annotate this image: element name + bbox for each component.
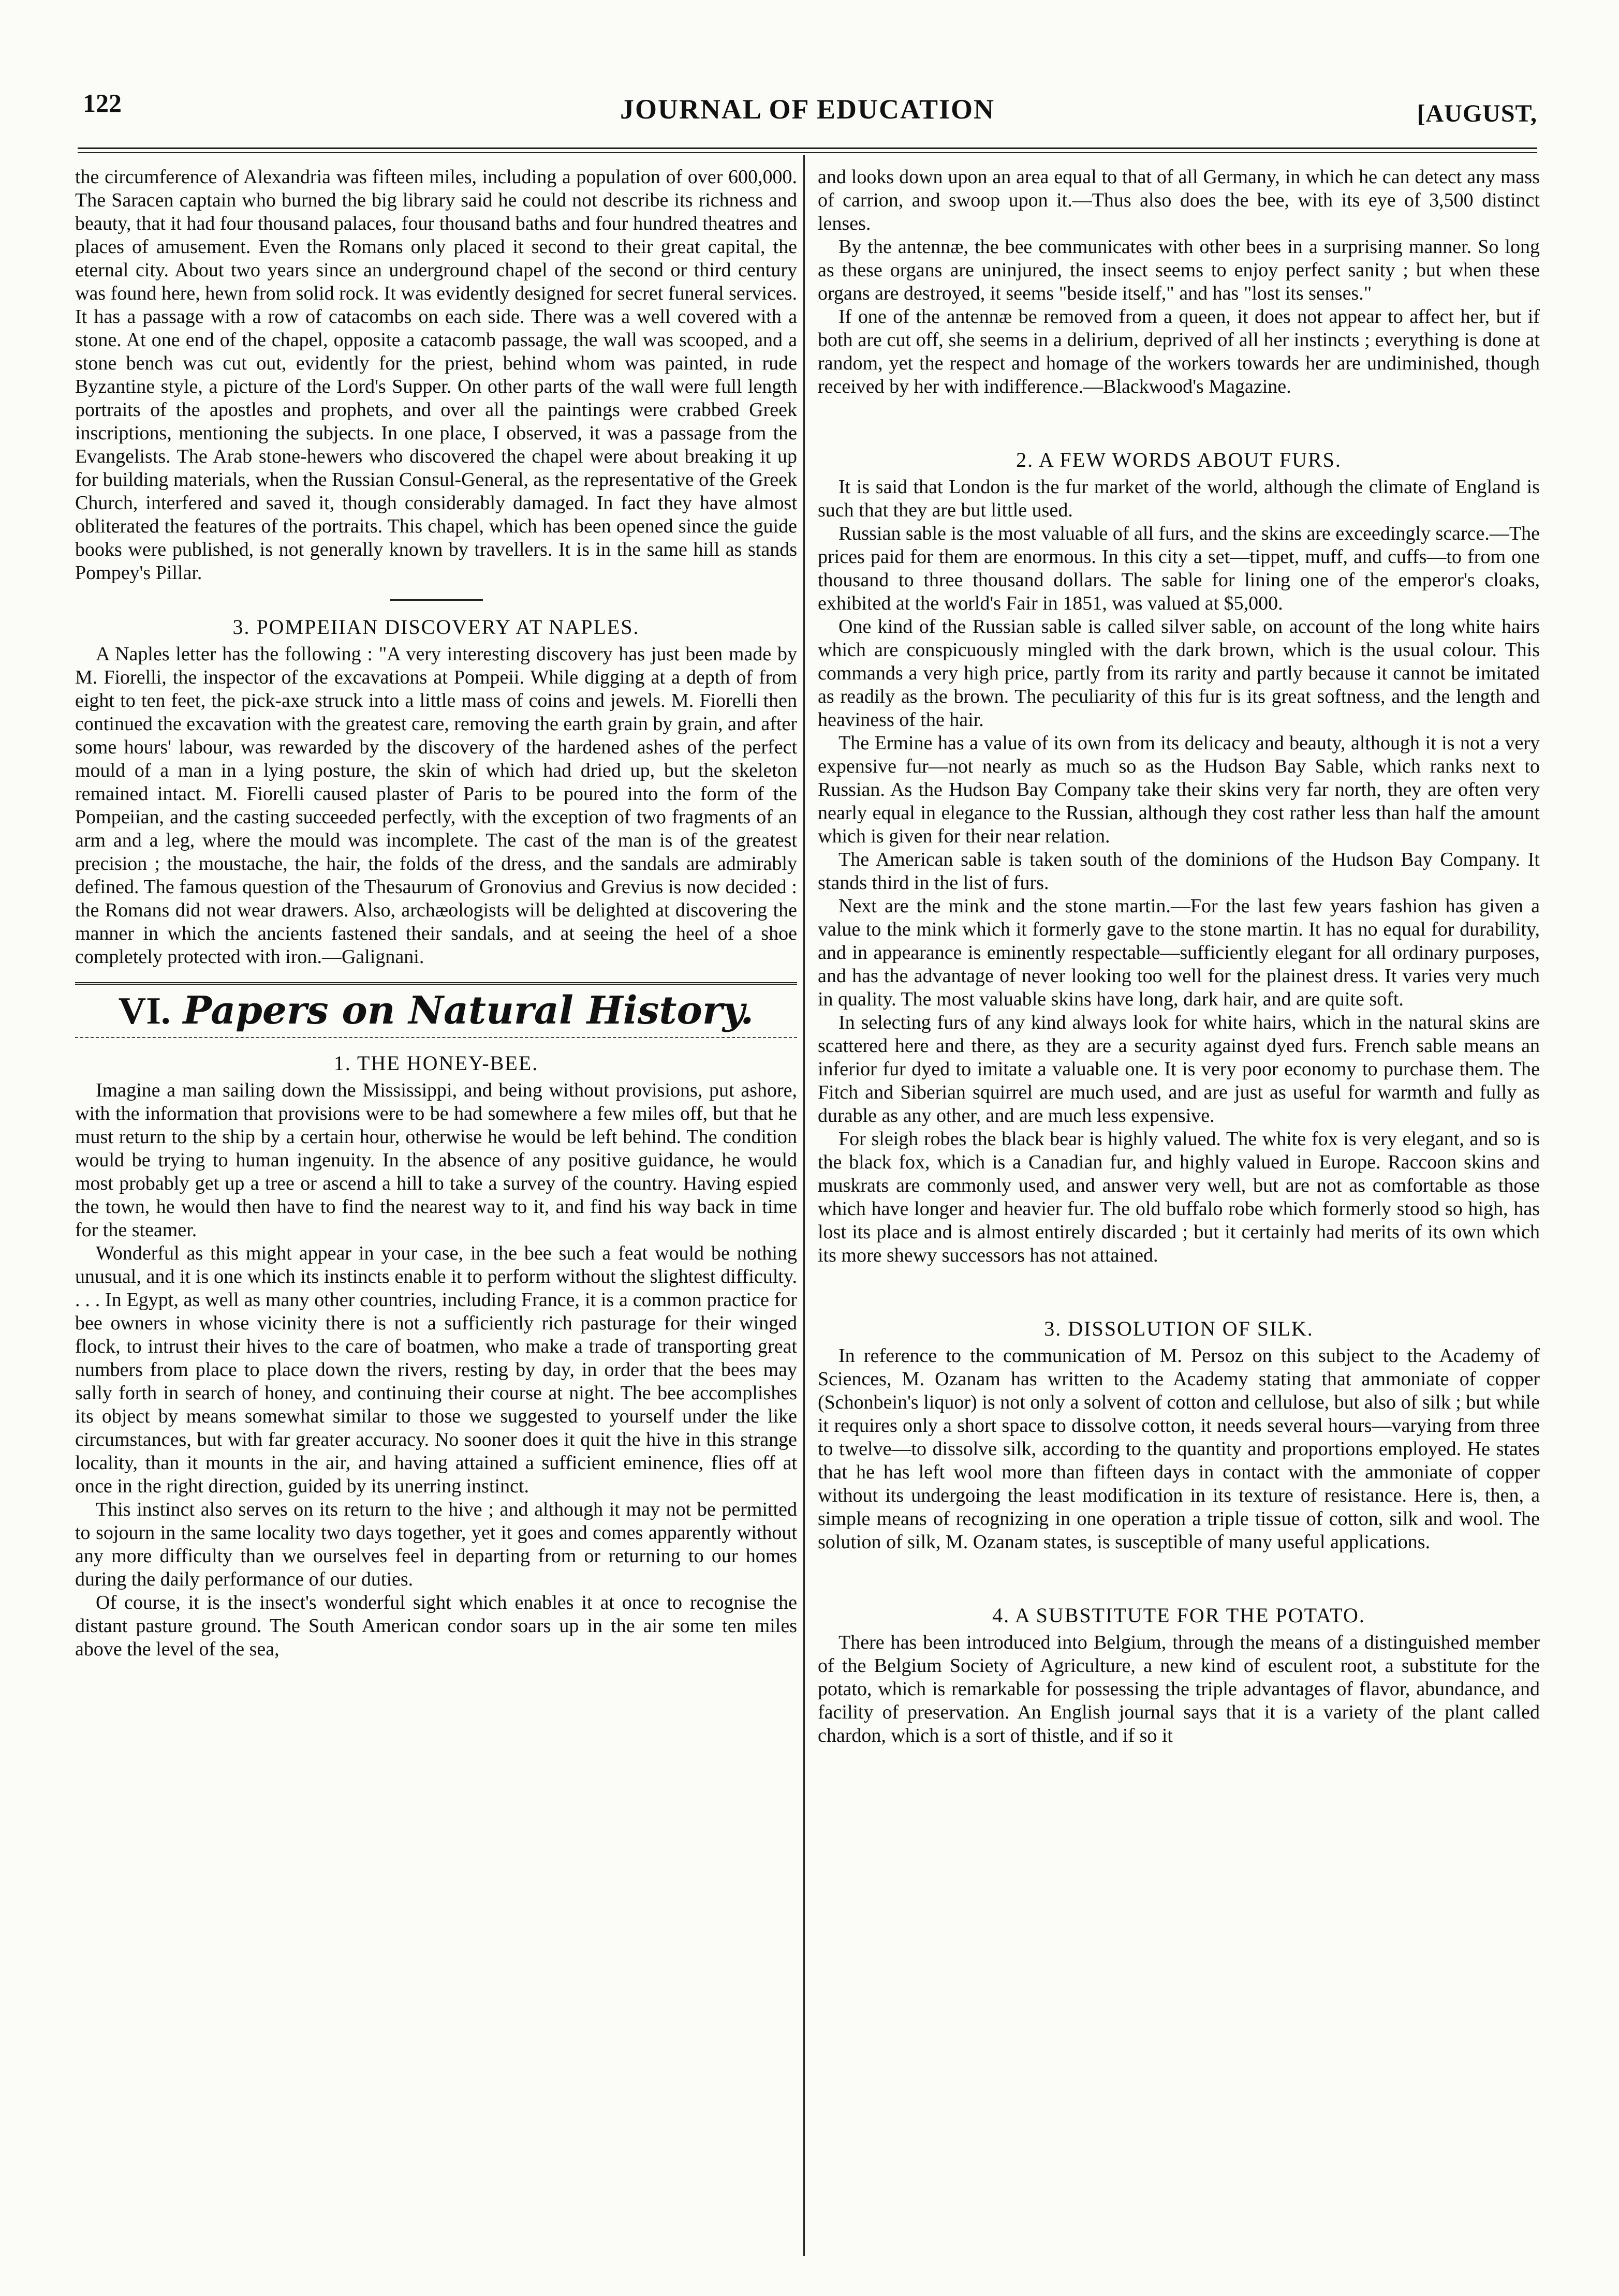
header-rule [78,147,1537,149]
section-rule [75,982,797,985]
divider-rule [390,599,483,601]
spacer [818,398,1540,435]
article-heading: 2. A FEW WORDS ABOUT FURS. [1016,448,1342,471]
article-paragraph: the circumference of Alexandria was fifteen miles, including a population of over 600,000. The Saracen captain who burned the big library said he could not describe its richness and beauty, that it had four thousand palaces, four thousand baths and four hundred theatres and places of amusement. Even the Romans only placed it second to their great capital, the eternal city. About two years since an underground chapel of the second or third century was found here, hewn from solid rock. It was evidently designed for secret funeral services. It has a passage with a row of catacombs on each side. There was a well covered with a stone. At one end of the chapel, opposite a catacomb passage, the wall was scooped, and a stone bench was cut out, evidently for the priest, behind whom was painted, in rude Byzantine style, a picture of the Lord's Supper. On other parts of the wall were full length portraits of the apostles and prophets, and over all the paintings were crabbed Greek inscriptions, mentioning the subjects. In one place, I observed, it was a passage from the Evangelists. The Arab stone-hewers who discovered the chapel were about breaking it up for building materials, when the Russian Consul-General, as the representative of the Greek Church, interfered and saved it, though considerably damaged. In fact they have almost obliterated the features of the portraits. This chapel, which has been opened since the guide books were published, is not generally known by travellers. It is in the same hill as stands Pompey's Pillar. [75,166,798,584]
section-title [75,989,797,1033]
article-paragraph: Next are the mink and the stone martin.—For the last few years fashion has given a value to the mink which it formerly gave to the stone martin. It has no equal for durability, and in appearance is eminently respectable—sufficiently elegant for all ordinary purposes, and has the advantage of never looking too well for the plainest dress. It varies very much in quality. The most valuable skins have long, dark hair, and are quite soft. [818,895,1540,1010]
article-paragraph: For sleigh robes the black bear is highly valued. The white fox is very elegant, and so is the black fox, which is a Canadian fur, and highly valued in Europe. Raccoon skins and muskrats are commonly used, and answer very well, but are not as comfortable as those which have longer and heavier fur. The old buffalo robe which formerly stood so high, has lost its place and is almost entirely discarded ; but it certainly had merits of its own which its more shewy successors has not attained. [818,1128,1540,1266]
section-name: Papers on Natural History. [183,988,754,1033]
article-paragraph: There has been introduced into Belgium, through the means of a distinguished member of the Belgium Society of Agriculture, a new kind of esculent root, a substitute for the potato, which is remarkable for possessing the triple advantages of flavor, abundance, and facility of preservation. An English journal says that it is a variety of the plant called chardon, which is a sort of thistle, and if so it [818,1632,1540,1746]
page-header [78,88,1537,135]
article-paragraph: In reference to the communication of M. Persoz on this subject to the Academy of Sciences, M. Ozanam has written to the Academy stating that ammoniate of copper (Schonbein's liquor) is not only a solvent of cotton and cellulose, but also of silk ; but while it requires only a short space to dissolve cotton, it needs several hours—varying from three to twelve—to dissolve silk, according to the quantity and proportions employed. He states that he has left wool more than fifteen days in contact with the ammoniate of copper without its undergoing the least modification in its texture of resistance. Here is, then, a simple means of recognizing in one operation a triple tissue of cotton, silk and wool. The solution of silk, M. Ozanam states, is susceptible of many useful applications. [818,1345,1540,1553]
article-paragraph: and looks down upon an area equal to that of all Germany, in which he can detect any mass of carrion, and swoop upon it.—Thus also does the bee, with its eye of 3,500 distinct lenses. [818,166,1540,234]
article-paragraph: Of course, it is the insect's wonderful sight which enables it at once to recognise the distant pasture ground. The South American condor soars up in the air some ten miles above the level of the sea, [75,1592,797,1660]
article-paragraph: If one of the antennæ be removed from a queen, it does not appear to affect her, but if both are cut off, she seems in a delirium, deprived of all her instincts ; everything is done at random, yet the respect and homage of the workers towards her are undiminished, though received by her with indifference.—Blackwood's Magazine. [818,306,1540,397]
article-paragraph: Imagine a man sailing down the Mississippi, and being without provisions, put ashore, with the information that provisions were to be had somewhere a few miles off, but that he must return to the ship by a certain hour, otherwise he would be left behind. The condition would be trying to human ingenuity. In the absence of any positive guidance, he would most probably get up a tree or ascend a hill to take a survey of the country. Having espied the town, he would then have to find the nearest way to it, and find his way back in time for the steamer. [75,1079,797,1241]
article-paragraph: By the antennæ, the bee communicates with other bees in a surprising manner. So long as these organs are uninjured, the insect seems to enjoy perfect sanity ; but when these organs are destroyed, it seems "beside itself," and has "lost its senses." [818,236,1540,304]
article-paragraph: Russian sable is the most valuable of all furs, and the skins are exceedingly scarce.—The prices paid for them are enormous. In this city a set—tippet, muff, and cuffs—to from one thousand to three thousand dollars. The sable for lining one of the emperor's cloaks, exhibited at the world's Fair in 1851, was valued at $5,000. [818,523,1540,614]
article-heading: 3. DISSOLUTION OF SILK. [1044,1317,1314,1340]
month-label: [AUGUST, [1417,100,1537,127]
right-column [818,166,1540,1747]
article-paragraph: The American sable is taken south of the dominions of the Hudson Bay Company. It stands third in the list of furs. [818,849,1540,894]
article-paragraph: The Ermine has a value of its own from its delicacy and beauty, although it is not a very expensive fur—not nearly as much so as the Hudson Bay Sable, which ranks next to Russian. As the Hudson Bay Company take their skins very far north, they are often very nearly equal in elegance to the Russian, although they cost rather less than half the amount which is given for their near relation. [818,732,1540,847]
article-paragraph: A Naples letter has the following : "A very interesting discovery has just been made by M. Fiorelli, the inspector of the excavations at Pompeii. While digging at a depth of from eight to ten feet, the pick-axe struck into a little mass of coins and jewels. M. Fiorelli then continued the excavation with the greatest care, removing the earth grain by grain, and after some hours' labour, was rewarded by the discovery of the hardened ashes of the perfect mould of a man in a lying posture, the skin of which had dried up, but the skeleton remained intact. M. Fiorelli caused plaster of Paris to be poured into the form of the Pompeiian, and the casting succeeded perfectly, with the exception of two fragments of an arm and a leg, where the mould was incomplete. The cast of the man is of the greatest precision ; the moustache, the hair, the folds of the dress, and the sandals are admirably defined. The famous question of the Thesaurum of Gronovius and Grevius is now decided : the Romans did not wear drawers. Also, archæologists will be delighted at discovering the manner in which the ancients fastened their sandals, and at seeing the heel of a shoe completely protected with iron.—Galignani. [75,643,797,968]
header-rule [78,152,1537,153]
section-header [75,982,797,1038]
article-heading: 3. POMPEIIAN DISCOVERY AT NAPLES. [232,615,640,639]
article-paragraph: This instinct also serves on its return to the hive ; and although it may not be permitted to sojourn in the same locality two days together, yet it goes and comes apparently without any more difficulty than we ourselves feel in departing from or returning to our homes during the daily performance of our duties. [75,1499,797,1590]
page-number: 122 [83,88,122,117]
spacer [818,1554,1540,1590]
article-paragraph: Wonderful as this might appear in your case, in the bee such a feat would be nothing unusual, and it is one which its instincts enable it to perform without the slightest difficulty. . . . In Egypt, as well as many other countries, including France, it is a common practice for bee owners in whose vicinity there is not a sufficiently rich pasturage for their winged flock, to intrust their hives to the care of boatmen, who make a trade of transporting great numbers from place to place down the rivers, resting by day, in order that the bees may sally forth in search of honey, and continuing their course at night. The bee accomplishes its object by means somewhat similar to those we suggested to yourself under the like circumstances, but with far greater accuracy. No sooner does it quit the hive in this strange locality, than it mounts in the air, and having attained a sufficient eminence, flies off at once in the right direction, guided by its unerring instinct. [75,1242,797,1497]
article-paragraph: In selecting furs of any kind always look for white hairs, which in the natural skins are scattered here and there, as they are a security against dyed furs. French sable means an inferior fur dyed to imitate a valuable one. It is very poor economy to purchase them. The Fitch and Siberian squirrel are much used, and are just as useful for warmth and fully as durable as any other, and are much less expensive. [818,1012,1540,1127]
spacer [818,1267,1540,1303]
article-heading: 4. A SUBSTITUTE FOR THE POTATO. [992,1604,1365,1627]
journal-title: JOURNAL OF EDUCATION [620,94,995,125]
article-paragraph: It is said that London is the fur market of the world, although the climate of England is such that they are but little used. [818,476,1540,521]
column-divider [803,155,805,2256]
left-column [75,166,797,1661]
article-paragraph: One kind of the Russian sable is called silver sable, on account of the long white hairs which are conspicuously mingled with the dark brown, which is the usual colour. This commands a very high price, partly from its rarity and partly because it cannot be imitated as readily as the brown. The peculiarity of this fur is its great softness, and the length and heaviness of the hair. [818,616,1540,731]
article-heading: 1. THE HONEY-BEE. [333,1051,539,1075]
section-rule [75,1037,797,1038]
section-number: VI. [118,990,171,1032]
